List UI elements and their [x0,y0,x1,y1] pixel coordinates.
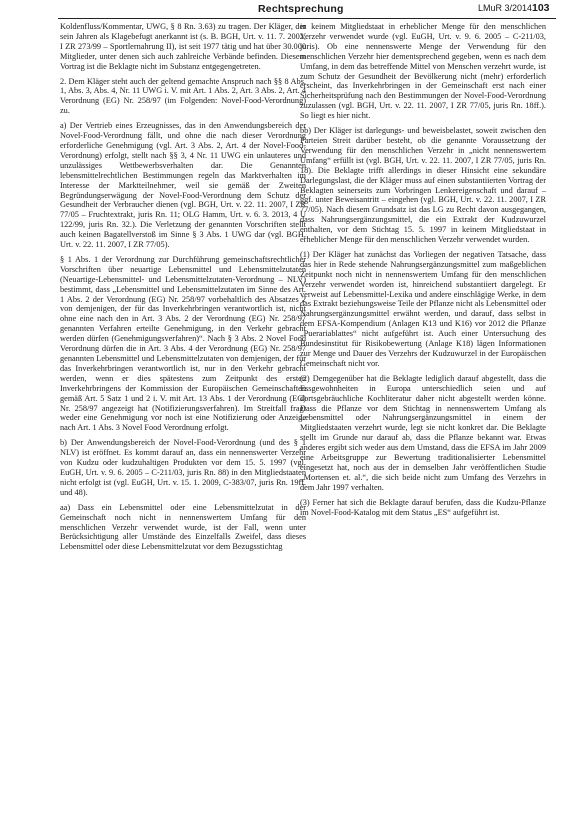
paragraph: in keinem Mitgliedstaat in erheblicher Menge für den menschlichen Verzehr verwendet wurde (vgl. EuGH, Urt. v. 9. 6. 2005 – C-211/03, juris). Ob eine nennenswerte Menge der Verwendung für den menschlichen Verzehr hier dementsprechend gegeben, wenn es nach dem Umfang, in dem das betreffende Mittel von Menschen verzehrt wurde, ist zum Schutz der Gesundheit der Bevölkerung nicht (mehr) erforderlich erscheint, das Inverkehrbringen in der Gemeinschaft erst nach einer Sicherheitsprüfung nach den Bestimmungen der Novel-Food-Verordnung zuzulassen (vgl. BGH, Urt. v. 22. 11. 2007, I ZR 77/05, juris Rn. 18ff.). So liegt es hier nicht. [300,22,546,121]
paragraph: aa) Dass ein Lebensmittel oder eine Lebensmittelzutat in der Gemeinschaft noch nicht in nennenswertem Umfang für den menschlichen Verzehr verwendet wurde, ist der Fall, wenn unter Berücksichtigung aller Umstände des Einzelfalls Zweifel, dass dieses Lebensmittel oder diese Lebensmittelzutat vor dem Bezugsstichtag [60,502,306,552]
paragraph: (1) Der Kläger hat zunächst das Vorliegen der negativen Tatsache, dass das hier in Rede stehende Nahrungsergänzungsmittel zum maßgeblichen Zeitpunkt noch nicht in nennenswertem Umfang für den menschlichen Verzehr verwendet worden ist, hinreichend substantiiert dargelegt. Er verweist auf Lebensmittel-Lexika und andere einschlägige Werke, in dem das Extrakt beziehungsweise Teile der Pflanze nicht als Lebensmittel oder Nahrungsergänzungsmittel erwähnt werden, und darauf, dass selbst in dem EFSA-Kompendium (Anlagen K13 und K16) vor 2012 die Pflanze „Puerariablattes“ nicht aufgeführt ist. Auch einer Untersuchung des Bundesinstitut für Risikobewertung (Anlage K18) lägen Informationen zur Menge und Dauer des Verzehrs der Kudzuwurzel in der Europäischen Gemeinschaft nicht vor. [300,249,547,368]
paragraph: Koldenfluss/Kommentar, UWG, § 8 Rn. 3.63) zu tragen. Der Kläger, der sein Jahren als Klagebefugt anerkannt ist (s. B. BGH, Urt. v. 11. 7. 2002, I ZR 273/99 – Sportlernahrung II), ist seit 1977 tätig und hat über 30.000 Mitglieder, unter denen sich auch zahlreiche Verbände befinden. Diesem Vortrag ist die Beklagte nicht im Substanz entgegengetreten. [60,22,306,71]
page-number: 103 [532,2,550,14]
right-column [300,22,546,523]
paragraph: (3) Ferner hat sich die Beklagte darauf berufen, dass die Kudzu-Pflanze im Novel-Food-Katalog mit dem Status „ES“ aufgeführt ist. [300,497,546,517]
page-header [0,0,586,24]
paragraph: 2. Dem Kläger steht auch der geltend gemachte Anspruch nach §§ 8 Abs. 1, Abs. 3, Abs. 4, Nr. 11 UWG i. V. mit Art. 1 Abs. 2, Art. 3 Abs. 2, Art. 4 Verordnung (EG) Nr. 258/97 (im Folgenden: Novel-Food-Verordnung) zu. [60,76,306,116]
section-title: Rechtsprechung [258,3,344,15]
journal-issue: LMuR 3/2014 [478,3,533,13]
header-divider [58,18,556,19]
paragraph: (2) Demgegenüber hat die Beklagte lediglich darauf abgestellt, dass die Essgewohnheiten in Europa unterschiedlich seien und auf dortsgebräuchliche Kochliteratur daher nicht abgestellt werden könne. Dass die Pflanze vor dem Stichtag in nennenswertem Umfang als Lebensmittel oder Nahrungsergänzungsmittel in einem der Mitgliedstaaten verzehrt wurde, legt sie nicht konkret dar. Die Beklagte stellt im Grunde nur darauf ab, dass die Pflanze bekannt war. Etwas anderes ergibt sich weder aus dem Umstand, dass die EFSA im Jahr 2009 eine Arbeitsgruppe zur Bewertung traditionalisierter Lebensmittel eingesetzt hat, noch aus der in demselben Jahr veröffentlichen Studie „Mortensen et. al.“, die sich beide nicht zum Umfang des Verzehrs in dem Jahr 1997 verhalten. [300,373,546,492]
paragraph: bb) Der Kläger ist darlegungs- und beweisbelastet, soweit zwischen den Parteien Streit darüber besteht, ob die genannte Voraussetzung der Verwendung für den menschlichen Verzehr in „nicht nennenswertem Umfang“ erfüllt ist (vgl. BGH, Urt. v. 22. 11. 2007, I ZR 77/05, juris Rn. 18). Die Beklagte trifft allerdings in dieser Hinsicht eine sekundäre Darlegungslast, die der Kläger muss auf einen substantiierten Vortrag der Beklagten seinerseits zum Vorbringen Lenkereigenschaft und darauf – ggf. unter Beweisantritt – eingehen (vgl. BGH, Urt. v. 22. 11. 2007, I ZR 77/05). Nach diesem Grundsatz ist das LG zu Recht davon ausgegangen, dass Nahrungsergänzungsmittel, die ein Extrakt der Kudzuwurzel enthalten, vor dem Stichtag 15. 5. 1997 in keinem Mitgliedstaat in erheblicher Menge für den menschlichen Verzehr verwendet wurden. [300,126,546,245]
paragraph: b) Der Anwendungsbereich der Novel-Food-Verordnung (und des § 1 NLV) ist eröffnet. Es kommt darauf an, dass ein nennenswerter Verzehr von Kudzu oder kudzuhaltigen Produkten vor dem 15. 5. 1997 (vgl. EuGH, Urt. v. 9. 6. 2005 – C-211/03, juris Rn. 88) in den Mitgliedstaaten nicht erfolgt ist (vgl. EuGH, Urt. v. 15. 1. 2009, C-383/07, juris Rn. 19ff. und 48). [60,438,306,497]
left-column [60,22,306,557]
paragraph: a) Der Vertrieb eines Erzeugnisses, das in den Anwendungsbereich der Novel-Food-Verordnung fällt, und ohne die nach dieser Verordnung erforderliche Genehmigung (vgl. Art. 3 Abs. 2, Art. 4 der Novel-Food-Verordnung) erfolgt, stellt nach §§ 3, 4 Nr. 11 UWG ein unlauteres und unzulässiges Wettbewerbsverhalten dar. Die Genannten lebensmittelrechtlichen Bestimmungen regeln das Marktverhalten im Interesse der Marktteilnehmer, weil sie gemäß der Zweiten Begründungserwägung der Novel-Food-Verordnung dem Schutz der Gesundheit der Verbraucher dienen (vgl. BGH, Urt. v. 22. 11. 2007, I ZR 77/05 – Fruchtextrakt, juris Rn. 11; OLG Hamm, Urt. v. 6. 3. 2013, 4 U 122/99, juris Rn. 32.). Die Verletzung der genannten Vorschriften stellt auch keinen Bagatellverstoß im Sinne § 3 Abs. 1 UWG dar (vgl. BGH, Urt. v. 22. 11. 2007, I ZR 77/05). [60,121,306,250]
paragraph: § 1 Abs. 1 der Verordnung zur Durchführung gemeinschaftsrechtlicher Vorschriften über neuartige Lebensmittel und Lebensmittelzutaten (Neuartige-Lebensmittel- und Lebensmittelzutaten-Verordnung – NLV) bestimmt, dass „Lebensmittel und Lebensmittelzutaten im Sinne des Art. 1 Abs. 2 der Verordnung (EG) Nr. 258/97 vorbehaltlich des Absatzes 2 von demjenigen, der für das Inverkehrbringen verantwortlich ist, nicht ohne eine nach den in Art. 3 Abs. 2 der Verordnung (EG) Nr. 258/97 genannten Verfahren erteilte Genehmigung, in den Verkehr gebracht werden dürfen (Genehmigungsverfahren)“. Nach § 3 Abs. 2 Novel Food Verordnung dürfen die in Art. 3 Abs. 4 der Verordnung (EG) Nr. 258/97 genannten Lebensmittel und Lebensmittelzutaten von demjenigen, der für das Inverkehrbringen verantwortlich ist, nur in den Verkehr gebracht werden, wenn er dies spätestens zum Zeitpunkt des ersten Inverkehrbringens der Kommission der Europäischen Gemeinschaften gemäß Art. 5 Satz 1 und 2 i. V. mit Art. 13 Abs. 1 der Verordnung (EG) Nr. 258/97 angezeigt hat (Notifizierungsverfahren). Im Streitfall fragt weder eine Genehmigung vor noch ist eine Notifizierung oder Anzeige nach Art. 1 Abs. 3 Novel Food Verordnung erfolgt. [60,254,306,433]
